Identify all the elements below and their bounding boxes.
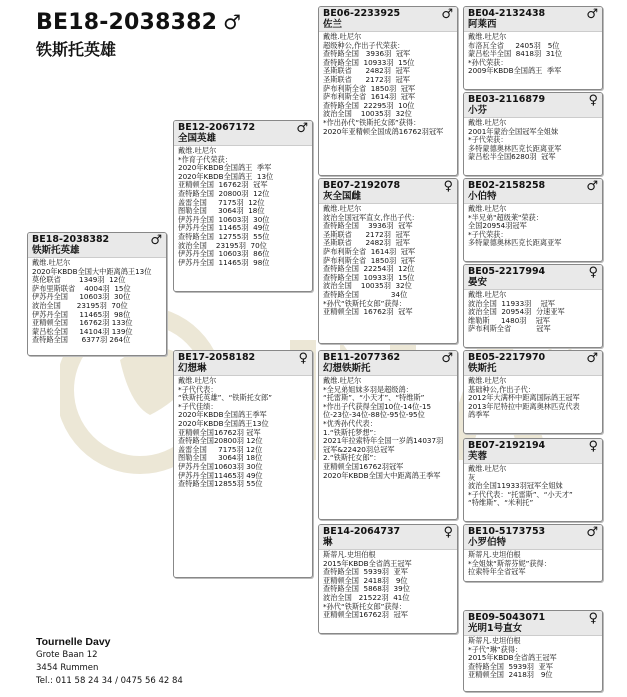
sex-icon: ♀ — [588, 265, 598, 280]
card-lines — [464, 636, 602, 682]
card-line: 2015年KBDB全省鸽王冠军 — [468, 653, 557, 663]
card-name: 灰全国雌 — [323, 191, 362, 202]
card-line: *半兄弟"超级莱"荣获： — [468, 212, 543, 222]
pedigree-card-main[interactable] — [27, 232, 167, 356]
card-line: 蒙吕松半全国 8418羽 31位 — [468, 49, 563, 59]
sex-icon: ♀ — [443, 525, 453, 540]
pedigree-card-gg2[interactable] — [463, 92, 603, 176]
card-line: 莫伦联省 1349羽 12位 — [32, 275, 126, 285]
card-line: 2015年KBDB全省鸽王冠军 — [323, 558, 412, 568]
pedigree-card-gg4[interactable] — [463, 264, 603, 348]
card-line: 2013年尼特拉中距离奥林匹克代表 — [468, 401, 580, 411]
card-line: 2020年亚精顿全国成鸽16762羽冠军 — [323, 126, 444, 136]
card-ring: BE06-2233925 — [323, 8, 401, 19]
sex-icon: ♀ — [298, 351, 308, 366]
owner-block — [36, 636, 183, 688]
card-name: 阿莱西 — [468, 19, 497, 30]
card-line: 戴维.吐尼尔 — [468, 118, 507, 127]
sex-icon: ♂ — [586, 351, 598, 366]
card-line: 图勒全国 3064羽 18位 — [178, 453, 263, 463]
card-name: 幻想琳 — [178, 363, 207, 374]
card-line: 拉索特年全省冠军 — [468, 567, 526, 577]
card-ring: BE12-2067172 — [178, 122, 256, 133]
card-line: 伊苏丹全国10603羽 30位 — [178, 461, 263, 471]
pedigree-card-dam[interactable] — [173, 350, 313, 578]
card-line: 亚精顿全国16762羽冠军 — [323, 461, 404, 471]
card-line: 萨布利斯全省 1850羽 冠军 — [323, 83, 416, 93]
card-line: *子代“琳”获得： — [468, 644, 523, 654]
card-line: 查特路全国 3936羽 冠军 — [323, 49, 411, 59]
pedigree-card-gg3[interactable] — [463, 178, 603, 262]
card-line: 斯蒂凡.史坦伯根 — [468, 636, 521, 645]
card-line: 鸽季军 — [468, 410, 490, 420]
card-line: 亚精顿全国 2418羽 9位 — [323, 575, 408, 585]
card-line: 全国20954羽冠军 — [468, 221, 527, 231]
card-name: 琳 — [323, 537, 333, 548]
owner-street: Grote Baan 12 — [36, 650, 98, 660]
card-line: 查特路全国20800羽 12位 — [178, 436, 263, 446]
card-line: *优秀孙代代表： — [323, 418, 377, 428]
card-name: 小罗伯特 — [468, 537, 507, 548]
pedigree-card-sire-dam[interactable] — [318, 178, 458, 344]
card-name: 铁斯托英雄 — [32, 245, 80, 256]
card-line: 亚精顿全国 16762羽 133位 — [32, 318, 133, 328]
card-line: 查特路全国 34位 — [323, 289, 408, 299]
card-line: 2020年KBDB全国大中距离鸽王季军 — [323, 470, 441, 480]
card-ring: BE05-2217970 — [468, 352, 546, 363]
card-line: 戴维.吐尼尔 — [468, 376, 507, 385]
pedigree-header — [36, 10, 241, 60]
card-line: 波治全国11933羽冠军全姐妹 — [468, 481, 563, 491]
card-line: 亚精顿全国 16762羽 冠军 — [178, 180, 268, 190]
card-line: *子代佳绩： — [178, 401, 218, 411]
card-line: 戴维.吐尼尔 — [32, 258, 71, 267]
card-line: 查特路全国 6377羽 264位 — [32, 335, 131, 345]
card-line: 伊苏丹全国 10603羽 86位 — [178, 249, 270, 259]
card-line: 2021年拉索特年全国一岁鸽14037羽 — [323, 436, 444, 446]
card-line: 亚精顿全国16762羽 冠军 — [323, 610, 408, 620]
header-name: 铁斯托英雄 — [36, 40, 117, 59]
card-line: 伊苏丹全国11465羽 49位 — [178, 470, 263, 480]
card-line: 波治全国 11933羽 冠军 — [468, 298, 555, 308]
card-line: *作育子代荣获： — [178, 154, 232, 164]
card-line: 查特路全国 10933羽 15位 — [323, 57, 415, 67]
card-line: 查特路全国 5939羽 亚军 — [323, 567, 408, 577]
card-line: 灰 — [468, 472, 476, 482]
card-line: *子代荣获： — [468, 135, 508, 145]
card-line: 斯蒂凡.史坦伯根 — [323, 550, 376, 559]
card-ring: BE02-2158258 — [468, 180, 546, 191]
card-lines — [464, 550, 602, 579]
pedigree-card-sire[interactable] — [173, 120, 313, 292]
card-lines — [464, 376, 602, 422]
card-lines — [319, 376, 457, 482]
card-line: 萨布利斯全省 1614羽 冠军 — [323, 246, 416, 256]
card-line: 戴维.吐尼尔 — [468, 290, 507, 299]
card-line: 波治全国 10035羽 32位 — [323, 281, 412, 291]
card-line: 查特路全国12855羽 55位 — [178, 479, 263, 489]
card-line: 戴维.吐尼尔 — [323, 32, 362, 41]
card-line: 圣斯联省 2172羽 冠军 — [323, 229, 410, 239]
card-line: 盖雷全国 7175羽 12位 — [178, 197, 265, 207]
card-line: 查特路全国 5868羽 39位 — [323, 584, 410, 594]
card-line: 萨布利斯全省 1614羽 冠军 — [323, 92, 416, 102]
card-lines — [28, 258, 166, 347]
card-lines — [319, 204, 457, 319]
card-line: 查特路全国 10933羽 15位 — [323, 272, 415, 282]
card-line: 2020年KBDB全国鸽王 13位 — [178, 171, 274, 181]
card-line: 盖雷全国 7175羽 12位 — [178, 444, 263, 454]
pedigree-card-gg8[interactable] — [463, 610, 603, 692]
card-name: 小芬 — [468, 105, 488, 116]
card-line: 戴维.吐尼尔 — [178, 376, 217, 385]
card-lines — [464, 118, 602, 164]
sex-icon: ♂ — [150, 233, 162, 248]
pedigree-card-sire-sire[interactable] — [318, 6, 458, 176]
card-name: 佐兰 — [323, 19, 343, 30]
card-line: 圣斯联省 2482羽 冠军 — [323, 238, 410, 248]
card-lines — [464, 204, 602, 250]
card-line: 伊苏丹全国 10603羽 30位 — [32, 292, 131, 302]
card-line: 冠军&22420羽总冠军 — [323, 444, 395, 454]
sex-icon: ♂ — [441, 7, 453, 22]
card-line: 查特路全国 22254羽 12位 — [323, 264, 415, 274]
sex-icon: ♀ — [588, 439, 598, 454]
card-line: 2012年大满杯中距离国际鸽王冠军 — [468, 393, 580, 403]
card-line: 斯蒂凡.史坦伯根 — [468, 550, 521, 559]
card-line: *作出孙代“铁斯托女郎”获得： — [323, 117, 421, 127]
card-line: 波治全国 20954羽 分速亚军 — [468, 307, 565, 317]
owner-name: Tournelle Davy — [36, 636, 111, 648]
card-line: 波治全国 23195羽 70位 — [178, 240, 267, 250]
card-line: *子代荣获： — [468, 229, 508, 239]
card-lines — [464, 32, 602, 78]
card-line: “铁斯托英雄”、“铁斯托女郎” — [178, 393, 272, 403]
card-line: 2.“铁斯托女郎”： — [323, 453, 381, 463]
card-line: *作出子代获得全国10位-14位-15 — [323, 401, 432, 411]
card-name: 幻想铁斯托 — [323, 363, 371, 374]
sex-icon: ♂ — [586, 7, 598, 22]
card-line: *全姐妹“斯蒂芬妮”获得： — [468, 558, 551, 568]
card-line: 查特路全国 12755羽 55位 — [178, 231, 270, 241]
card-line: 查特路全国 20800羽 12位 — [178, 188, 270, 198]
card-ring: BE10-5173753 — [468, 526, 546, 537]
card-line: *子代代表： — [178, 384, 218, 394]
card-line: 基础种公,作出子代： — [468, 384, 535, 394]
sex-icon: ♂ — [296, 121, 308, 136]
card-ring: BE14-2064737 — [323, 526, 401, 537]
card-line: 伊苏丹全国 10603羽 30位 — [178, 214, 270, 224]
card-name: 晏安 — [468, 277, 488, 288]
card-line: 2020年KBDB全国大中距离鸽王13位 — [32, 266, 152, 276]
pedigree-card-gg5[interactable] — [463, 350, 603, 434]
card-line: 波治全国冠军直女,作出子代： — [323, 212, 419, 222]
card-line: 蒙吕松全国 14104羽 139位 — [32, 326, 133, 336]
card-ring: BE11-2077362 — [323, 352, 401, 363]
card-line: 亚精顿全国 2418羽 9位 — [468, 670, 553, 680]
card-line: 伊苏丹全国 11465羽 49位 — [178, 223, 270, 233]
card-line: 维勒斯 1480羽 冠军 — [468, 315, 550, 325]
card-line: 查特路全国 5939羽 亚军 — [468, 661, 553, 671]
card-ring: BE07-2192194 — [468, 440, 546, 451]
card-lines — [319, 32, 457, 138]
card-line: 伊苏丹全国 11465羽 98位 — [32, 309, 131, 319]
card-line: 布洛瓦全省 2405羽 5位 — [468, 40, 560, 50]
card-line: 蒙吕松半全国6280羽 冠军 — [468, 152, 556, 162]
card-line: *孙代荣获： — [468, 57, 508, 67]
card-line: 圣斯联省 2172羽 冠军 — [323, 74, 410, 84]
card-line: 超级种公,作出子代荣获： — [323, 40, 405, 50]
card-line: 查特路全国 22295羽 10位 — [323, 100, 415, 110]
card-ring: BE09-5043071 — [468, 612, 546, 623]
sex-icon: ♀ — [588, 611, 598, 626]
card-name: 光明1号直女 — [468, 623, 523, 634]
card-line: 戴维.吐尼尔 — [468, 32, 507, 41]
card-lines — [464, 290, 602, 336]
card-line: 萨布利斯全省 冠军 — [468, 324, 551, 334]
card-line: 戴维.吐尼尔 — [323, 204, 362, 213]
card-ring: BE05-2217994 — [468, 266, 546, 277]
card-line: 亚精顿全国16762羽 冠军 — [178, 427, 261, 437]
card-line: 萨布利斯全省 1850羽 冠军 — [323, 255, 416, 265]
card-line: 波治全国 21522羽 41位 — [323, 592, 410, 602]
card-line: “特维斯”、“米利托” — [468, 498, 534, 508]
card-lines — [464, 464, 602, 510]
card-line: 图勒全国 3064羽 18位 — [178, 206, 265, 216]
card-line: “托雷斯”、“小天才”、“特维斯” — [323, 393, 425, 403]
card-ring: BE18-2038382 — [32, 234, 110, 245]
card-line: *孙代“铁斯托女郎”获得： — [323, 298, 406, 308]
card-name: 全国英雄 — [178, 133, 217, 144]
sex-icon: ♂ — [586, 525, 598, 540]
card-ring: BE03-2116879 — [468, 94, 546, 105]
sex-icon: ♀ — [588, 93, 598, 108]
card-line: 查特路全国 3936羽 冠军 — [323, 221, 413, 231]
card-ring: BE17-2058182 — [178, 352, 256, 363]
card-line: 戴维.吐尼尔 — [178, 146, 217, 155]
card-name: 芙蓉 — [468, 451, 488, 462]
card-line: 波治全国 23195羽 70位 — [32, 300, 128, 310]
card-lines — [174, 376, 312, 491]
card-line: *全兄弟姐妹多羽是超级鸽： — [323, 384, 413, 394]
card-ring: BE07-2192078 — [323, 180, 401, 191]
pedigree-card-gg1[interactable] — [463, 6, 603, 90]
card-line: *子代代表：“托雷斯”、“小天才” — [468, 489, 573, 499]
card-line: 亚精顿全国 16762羽 冠军 — [323, 307, 413, 317]
card-line: 2009年KBDB全国鸽王 季军 — [468, 66, 562, 76]
card-line: 2020年KBDB全国鸽王季军 — [178, 410, 267, 420]
pedigree-card-gg6[interactable] — [463, 438, 603, 522]
card-ring: BE04-2132438 — [468, 8, 546, 19]
card-line: 2001年蒙治全国冠军全姐妹 — [468, 126, 559, 136]
header-ring: BE18-2038382 — [36, 10, 218, 35]
male-sex-icon: ♂ — [223, 10, 242, 34]
pedigree-card-dam-dam[interactable] — [318, 524, 458, 634]
card-name: 小伯特 — [468, 191, 497, 202]
sex-icon: ♂ — [586, 179, 598, 194]
card-lines — [174, 146, 312, 269]
owner-city: 3454 Rummen — [36, 663, 99, 673]
card-line: 戴维.吐尼尔 — [468, 204, 507, 213]
card-line: 1.“铁斯托梦想”： — [323, 427, 381, 437]
pedigree-card-gg7[interactable] — [463, 524, 603, 582]
card-line: 2020年KBDB全国鸽王 季军 — [178, 163, 272, 173]
card-line: 位-23位-34位-88位-95位-95位 — [323, 410, 425, 420]
owner-phone: Tel.: 011 58 24 34 / 0475 56 42 84 — [36, 676, 183, 686]
card-line: 2020年KBDB全国鸽王13位 — [178, 418, 269, 428]
card-name: 铁斯托 — [468, 363, 497, 374]
sex-icon: ♂ — [441, 351, 453, 366]
card-line: 萨布里斯联省 4004羽 15位 — [32, 283, 131, 293]
pedigree-card-dam-sire[interactable] — [318, 350, 458, 520]
card-line: 多特蒙德奥林匹克长距离亚军 — [468, 143, 562, 153]
card-line: 戴维.吐尼尔 — [323, 376, 362, 385]
card-lines — [319, 550, 457, 622]
card-line: *孙代“铁斯托女郎”获得： — [323, 601, 406, 611]
sex-icon: ♀ — [443, 179, 453, 194]
card-line: 戴维.吐尼尔 — [468, 464, 507, 473]
card-line: 圣斯联省 2482羽 冠军 — [323, 66, 410, 76]
card-line: 波治全国 10035羽 32位 — [323, 109, 412, 119]
card-line: 多特蒙德奥林匹克长距离亚军 — [468, 238, 562, 248]
card-line: 伊苏丹全国 11465羽 98位 — [178, 257, 270, 267]
